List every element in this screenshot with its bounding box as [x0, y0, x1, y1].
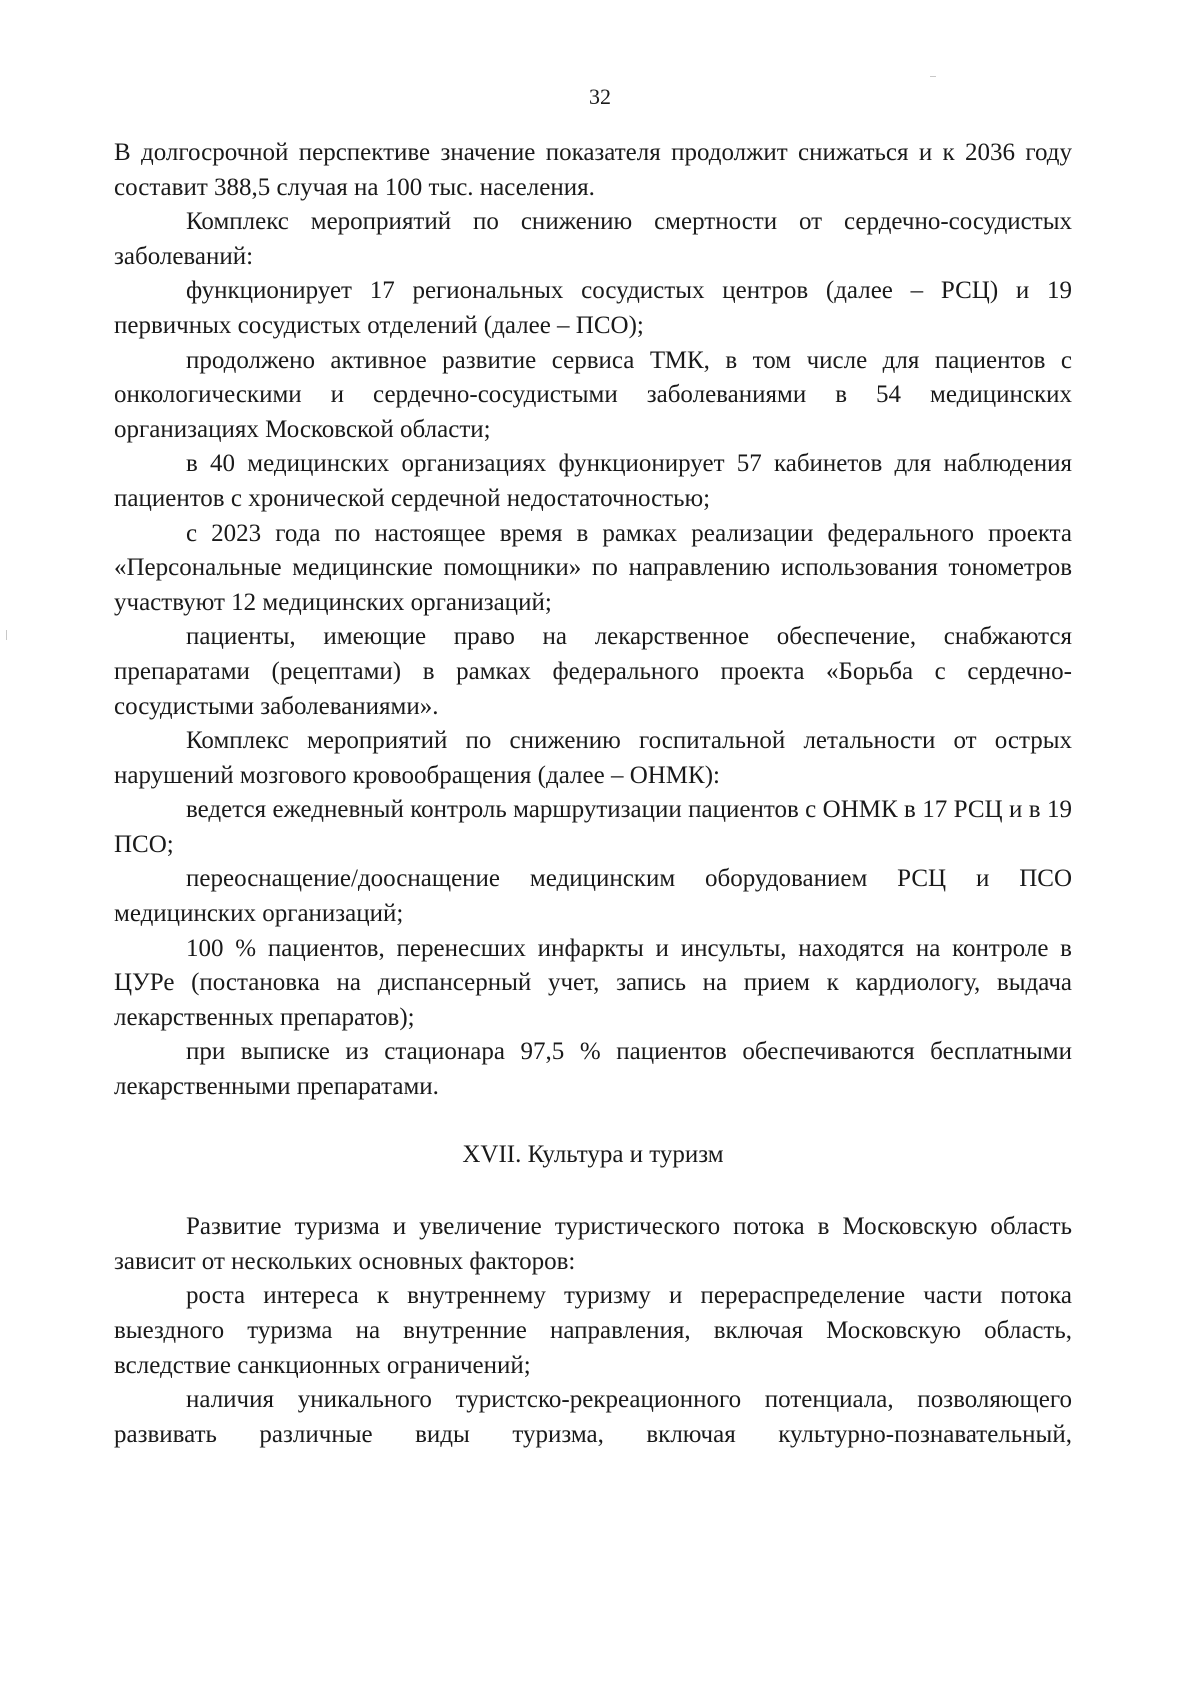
paragraph: переоснащение/дооснащение медицинским оборудованием РСЦ и ПСО медицинских организаций;: [114, 865, 1072, 928]
scan-speck: [6, 630, 7, 640]
paragraphs-after-section: [114, 1210, 1072, 1452]
paragraph: функционирует 17 региональных сосудистых центров (далее – РСЦ) и 19 первичных сосудистых отделений (далее – ПСО);: [114, 277, 1072, 339]
paragraph: ведется ежедневный контроль маршрутизации пациентов с ОНМК в 17 РСЦ и в 19 ПСО;: [114, 796, 1072, 858]
scan-speck: [930, 76, 936, 77]
paragraph: роста интереса к внутреннему туризму и перераспределение части потока выездного туризма на внутренние направления, включая Московскую область, вследствие санкционных ограничений;: [114, 1282, 1072, 1379]
paragraph: продолжено активное развитие сервиса ТМК, в том числе для пациентов с онкологическими и сердечно-сосудистыми заболеваниями в 54 медицинских организациях Московской области;: [114, 346, 1072, 443]
paragraph: 100 % пациентов, перенесших инфаркты и инсульты, находятся на контроле в ЦУРе (постановка на диспансерный учет, запись на прием к кардиологу, выдача лекарственных препаратов);: [114, 934, 1072, 1031]
paragraph: В долгосрочной перспективе значение показателя продолжит снижаться и к 2036 году составит 388,5 случая на 100 тыс. населения.: [114, 139, 1072, 201]
page-number: 32: [589, 84, 611, 109]
section-heading: XVII. Культура и туризм: [462, 1140, 724, 1168]
paragraph: пациенты, имеющие право на лекарственное обеспечение, снабжаются препаратами (рецептами) в рамках федерального проекта «Борьба с сердечно-сосудистыми заболеваниями».: [114, 623, 1072, 720]
paragraph: Комплекс мероприятий по снижению смертности от сердечно-сосудистых заболеваний:: [114, 208, 1072, 270]
paragraphs-before-section: [114, 136, 1072, 1105]
paragraph: в 40 медицинских организациях функционирует 57 кабинетов для наблюдения пациентов с хронической сердечной недостаточностью;: [114, 450, 1072, 512]
paragraph: наличия уникального туристско-рекреационного потенциала, позволяющего развивать различные виды туризма, включая культурно-познавательный,: [114, 1386, 1072, 1448]
paragraph: с 2023 года по настоящее время в рамках реализации федерального проекта «Персональные медицинские помощники» по направлению использования тонометров участвуют 12 медицинских организаций;: [114, 519, 1072, 616]
paragraph: Комплекс мероприятий по снижению госпитальной летальности от острых нарушений мозгового кровообращения (далее – ОНМК):: [114, 727, 1072, 789]
paragraph: при выписке из стационара 97,5 % пациентов обеспечиваются бесплатными лекарственными препаратами.: [114, 1038, 1072, 1101]
paragraph: Развитие туризма и увеличение туристического потока в Московскую область зависит от нескольких основных факторов:: [114, 1213, 1072, 1275]
document-body: [114, 136, 1072, 1452]
